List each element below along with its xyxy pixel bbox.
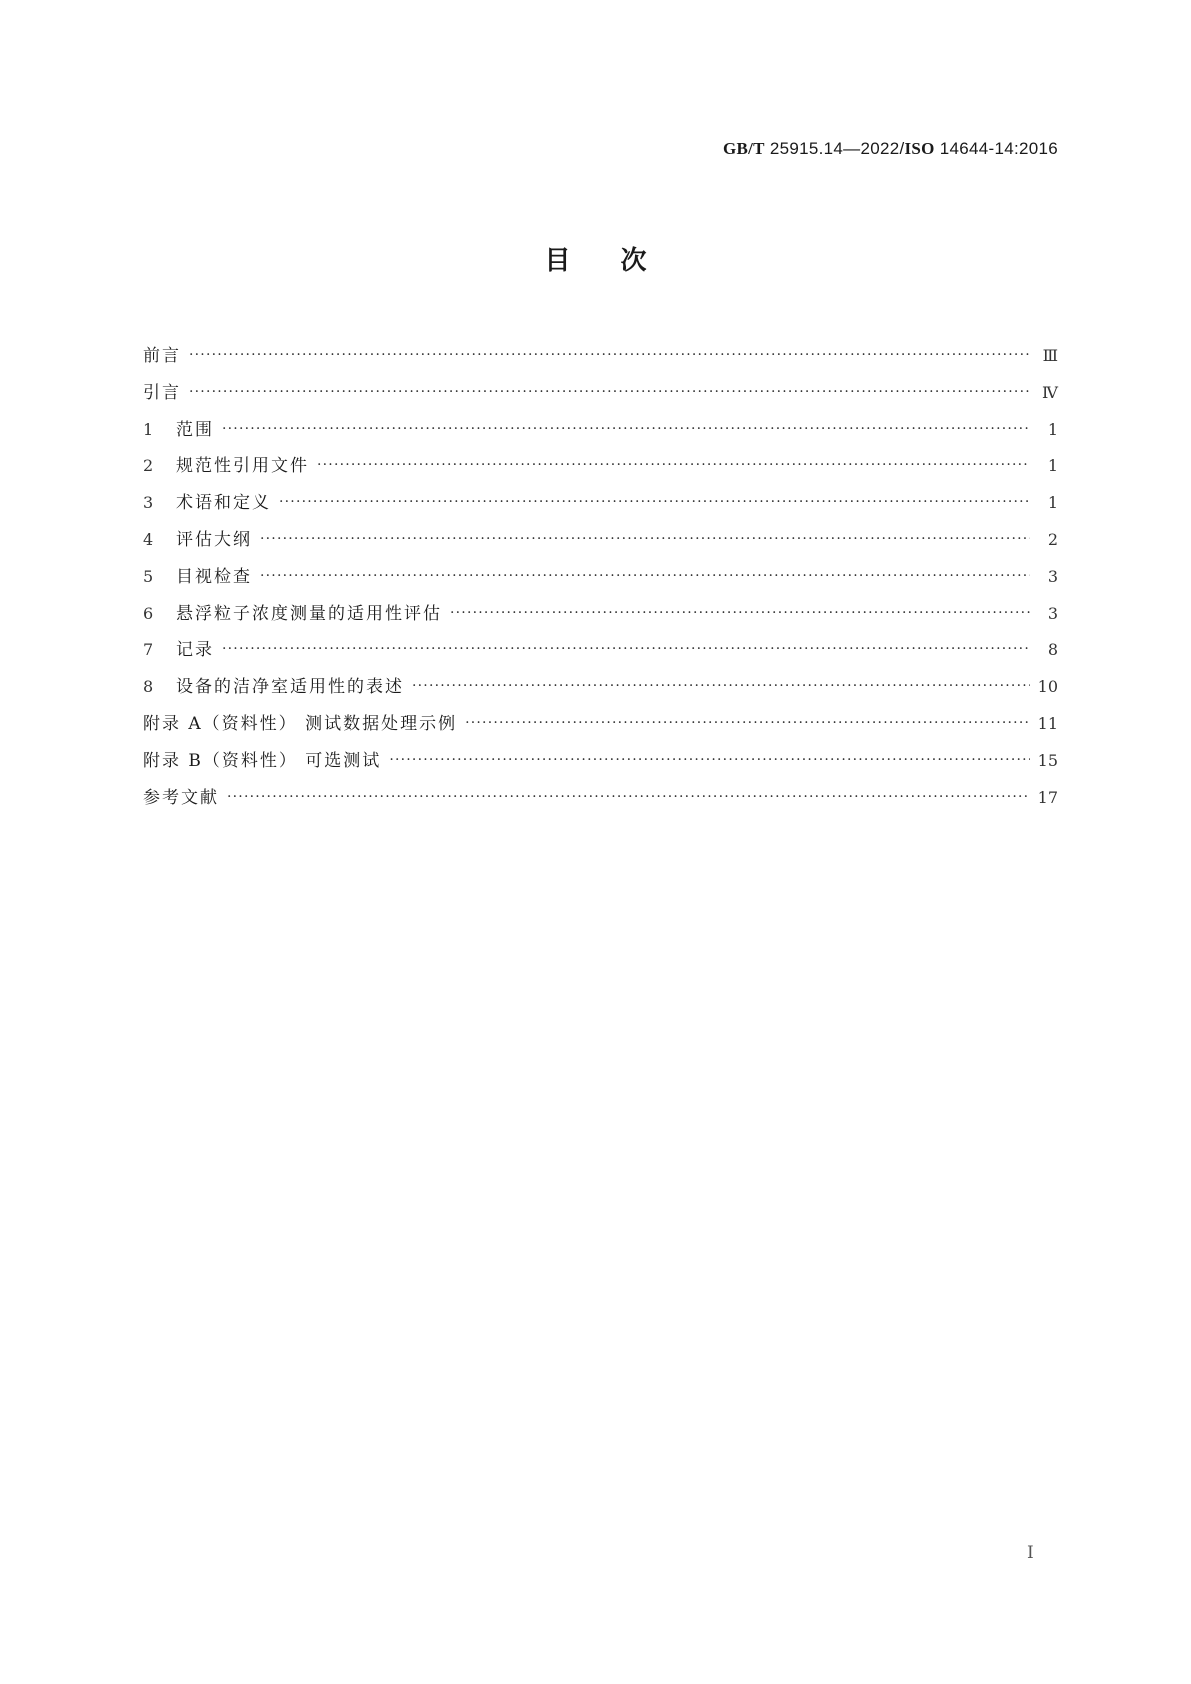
toc-entry-page: 15 [1037, 750, 1058, 770]
toc-entry-page: 17 [1037, 787, 1058, 807]
toc-entry-page: 1 [1047, 419, 1058, 439]
toc-entry-page: Ⅳ [1042, 382, 1058, 402]
toc-entry-page: 3 [1047, 566, 1058, 586]
toc-entry[interactable] [143, 488, 1058, 525]
standard-prefix: GB/T [722, 139, 765, 158]
toc-entry-number: 6 [143, 603, 154, 623]
toc-entry[interactable] [143, 746, 1058, 783]
toc-leader-dots [189, 347, 1030, 363]
iso-prefix: ISO [904, 139, 935, 158]
toc-entry-number: 8 [143, 677, 154, 697]
toc-entry-page: 1 [1047, 493, 1058, 513]
toc-entry[interactable] [143, 415, 1058, 452]
toc-entry[interactable] [143, 451, 1058, 488]
toc-entry-page: 10 [1037, 677, 1058, 697]
toc-leader-dots [227, 789, 1030, 805]
toc-entry[interactable] [143, 709, 1058, 746]
toc-entry[interactable] [143, 341, 1058, 378]
toc-leader-dots [450, 605, 1030, 621]
toc-entry-title: 评估大纲 [176, 529, 252, 550]
toc-entry-title: 目视检查 [176, 566, 252, 587]
toc-leader-dots [465, 715, 1030, 731]
toc-entry[interactable] [143, 378, 1058, 415]
toc-entry-title: 附录 B（资料性） 可选测试 [143, 750, 382, 771]
toc-leader-dots [389, 752, 1029, 768]
toc-title: 目次 [544, 246, 697, 276]
toc-entry-title: 范围 [176, 419, 214, 440]
toc-leader-dots [222, 421, 1030, 437]
toc-entry[interactable] [143, 783, 1058, 820]
toc-entry-title: 设备的洁净室适用性的表述 [176, 677, 404, 698]
toc-leader-dots [260, 531, 1030, 547]
toc-entry-number: 1 [143, 419, 154, 439]
toc-entry-number: 3 [143, 493, 154, 513]
toc-entry-page: 11 [1037, 713, 1058, 733]
toc-entry-title: 前言 [143, 346, 181, 366]
toc-entry-number: 2 [143, 456, 154, 476]
toc-entry-title: 悬浮粒子浓度测量的适用性评估 [176, 603, 442, 624]
page-number: Ⅰ [1027, 1543, 1034, 1562]
toc-entry-number: 7 [143, 640, 154, 660]
toc-entry[interactable] [143, 635, 1058, 672]
toc-entry-page: 8 [1047, 640, 1058, 660]
toc-entry-number: 5 [143, 566, 154, 586]
toc-entry-title: 参考文献 [143, 787, 219, 808]
toc-entry-title: 引言 [143, 382, 181, 403]
toc-entry-title: 附录 A（资料性） 测试数据处理示例 [143, 713, 458, 734]
toc-entry[interactable] [143, 672, 1058, 709]
toc-leader-dots [260, 568, 1030, 584]
standard-number: 25915.14—2022/ [764, 139, 905, 158]
toc-entry-number: 4 [143, 529, 154, 549]
table-of-contents [143, 341, 1058, 819]
toc-leader-dots [279, 494, 1030, 510]
toc-entry-page: 1 [1047, 456, 1058, 476]
toc-entry-title: 规范性引用文件 [176, 456, 309, 477]
standard-code [723, 139, 1058, 159]
toc-entry-title: 术语和定义 [176, 493, 271, 514]
toc-entry-page: Ⅲ [1042, 346, 1058, 365]
toc-entry[interactable] [143, 599, 1058, 636]
toc-entry-title: 记录 [176, 640, 214, 661]
toc-leader-dots [189, 384, 1030, 400]
toc-entry-page: 2 [1047, 529, 1058, 549]
toc-leader-dots [412, 678, 1030, 694]
toc-entry-page: 3 [1047, 603, 1058, 623]
toc-entry[interactable] [143, 562, 1058, 599]
iso-number: 14644-14:2016 [934, 139, 1058, 158]
toc-entry[interactable] [143, 525, 1058, 562]
toc-leader-dots [222, 641, 1030, 657]
toc-leader-dots [317, 457, 1030, 473]
